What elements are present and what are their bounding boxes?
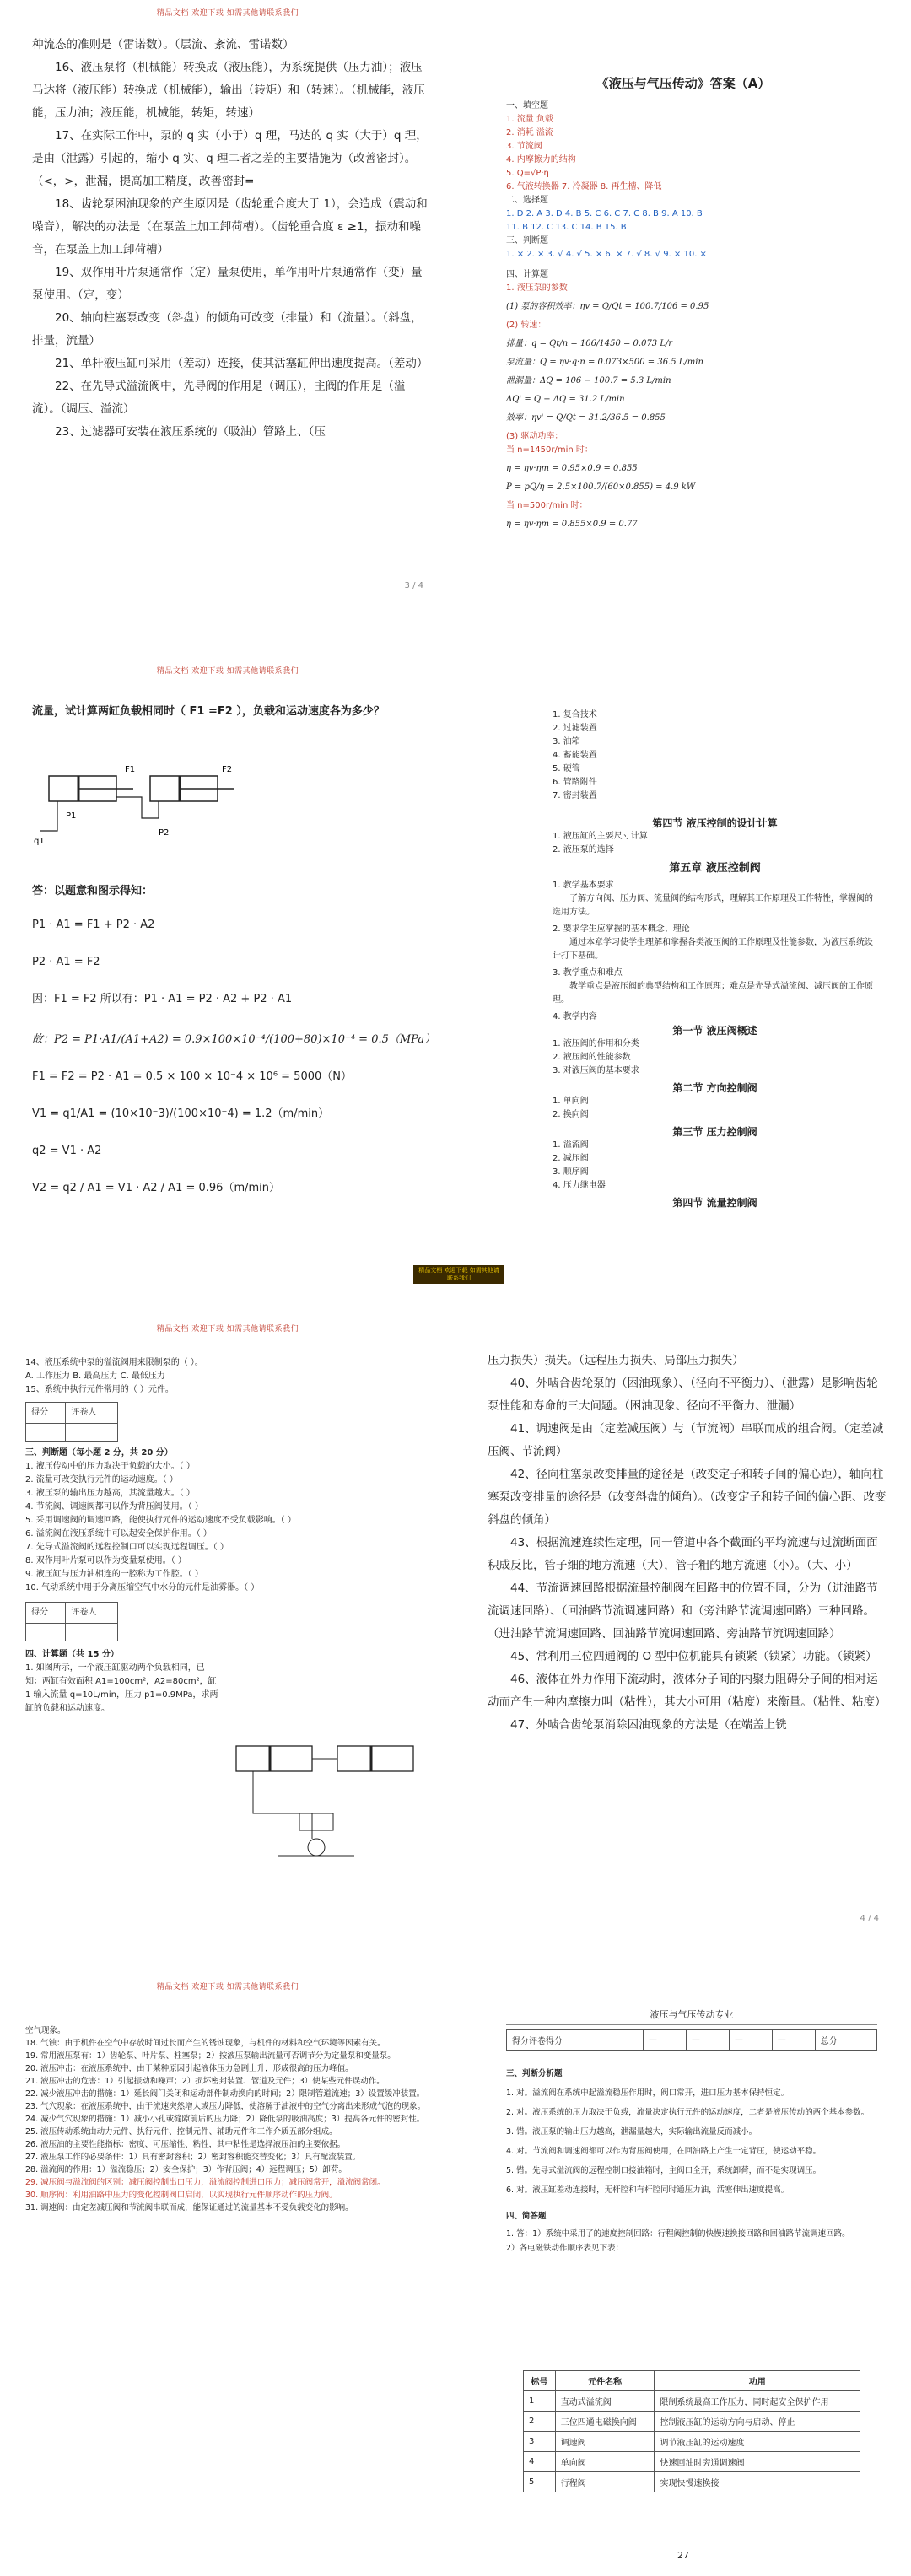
section-heading: 一、填空题 — [506, 101, 548, 110]
page-1 — [0, 0, 456, 641]
valve — [299, 1813, 333, 1830]
list-item: 1. 液压阀的作用和分类 — [553, 1039, 639, 1048]
score-cell: — — [772, 2030, 815, 2051]
list-item: 3. 顺序阀 — [553, 1167, 589, 1177]
page-8 — [456, 1974, 911, 2576]
score-header: 评卷人 — [66, 1603, 118, 1624]
paragraph: 24. 减少气穴现象的措施：1）减小小孔或缝隙前后的压力降；2）降低泵的吸油高度；3）提高各元件的密封性。 — [25, 2115, 425, 2124]
table-row — [524, 2452, 860, 2472]
paragraph: 压力损失）损失。（远程压力损失、局部压力损失） — [488, 1354, 744, 1367]
pump-symbol — [308, 1839, 325, 1856]
valve-table — [523, 2370, 860, 2492]
label-q1: q1 — [34, 837, 45, 846]
table-cell: 实现快慢速换接 — [655, 2472, 860, 2492]
page-7-body — [25, 2024, 430, 2214]
question-options: A. 工作压力 B. 最高压力 C. 最低压力 — [25, 1372, 165, 1381]
equation: F1 = F2 = P2 · A1 = 0.5 × 100 × 10⁻4 × 10⁶ = 5000（N） — [32, 1070, 352, 1083]
paragraph: 17、在实际工作中，泵的 q 实（小于）q 理，马达的 q 实（大于）q 理，是由（泄露）引起的，缩小 q 实、q 理二者之差的主要措施为（改善密封）。（<，>，泄漏，提高加工精度，改善密封= — [32, 129, 428, 188]
judge-item: 9. 液压缸与压力油相连的一腔称为工作腔。（ ） — [25, 1570, 203, 1579]
answer-label: 答：以题意和图示得知： — [32, 885, 154, 897]
row-1 — [0, 0, 911, 641]
score-cell — [26, 1424, 66, 1442]
table-cell: 2 — [524, 2412, 556, 2432]
table-cell: 快速回油时旁通调速阀 — [655, 2452, 860, 2472]
judge-answer: 4. 对。节流阀和调速阀都可以作为背压阀使用，在回油路上产生一定背压，使运动平稳。 — [506, 2147, 822, 2156]
row-4 — [0, 1974, 911, 2576]
download-stamp: 精品文档 欢迎下载 如需其他请联系我们 — [413, 1265, 504, 1284]
page-7 — [0, 1974, 456, 2576]
answer-line: 3. 节流阀 — [506, 142, 542, 151]
answer-line: (2) 转速： — [506, 321, 547, 330]
list-item: 4. 压力继电器 — [553, 1181, 606, 1190]
table-cell: 单向阀 — [555, 2452, 655, 2472]
formula-line: (1) 泵的容积效率：ηv = Q/Qt = 100.7/106 = 0.95 — [506, 302, 709, 311]
list-item: 7. 密封装置 — [553, 791, 597, 800]
table-cell: 直动式溢流阀 — [555, 2391, 655, 2412]
list-item: 2. 液压泵的选择 — [553, 845, 614, 854]
page-number: 27 — [677, 2550, 689, 2561]
list-item: 2. 换向阀 — [553, 1110, 589, 1119]
table-cell: 调速阀 — [555, 2432, 655, 2452]
section-heading: 三、判断题（每小题 2 分，共 20 分） — [25, 1448, 173, 1458]
paragraph: 21、单杆液压缸可采用（差动）连接，使其活塞缸伸出速度提高。（差动） — [55, 357, 429, 370]
list-item: 2. 减压阀 — [553, 1154, 589, 1163]
score-cell: — — [643, 2030, 686, 2051]
paragraph: 了解方向阀、压力阀、流量阀的结构形式，理解其工作原理及工作特性，掌握阀的选用方法。 — [553, 894, 873, 917]
table-cell: 三位四通电磁换向阀 — [555, 2412, 655, 2432]
section-heading: 四、简答题 — [506, 2212, 547, 2221]
page-5 — [0, 1316, 456, 1957]
score-cell: 得分评卷得分 — [507, 2030, 644, 2051]
table-cell: 3 — [524, 2432, 556, 2452]
table-row — [524, 2412, 860, 2432]
judge-item: 2. 流量可改变执行元件的运动速度。（ ） — [25, 1475, 178, 1485]
equation: V2 = q2 / A1 = V1 · A2 / A1 = 0.96（m/min） — [32, 1182, 281, 1194]
paragraph: 空气现象。 — [25, 2026, 66, 2035]
answer-title: 《液压与气压传动》答案（A） — [596, 76, 771, 91]
list-item: 3. 油箱 — [553, 737, 580, 746]
equation: P1 · A1 = F1 + P2 · A2 — [32, 919, 155, 931]
paragraph: 26. 液压油的主要性能指标：密度、可压缩性、粘性，其中粘性是选择液压油的主要依据。 — [25, 2140, 346, 2149]
table-cell: 1 — [524, 2391, 556, 2412]
list-item: 2. 过滤装置 — [553, 724, 597, 733]
list-item: 1. 复合技术 — [553, 710, 597, 719]
row-2 — [0, 658, 911, 1299]
page-8-body — [506, 2067, 877, 2255]
equation: 故：P2 = P1·A1/(A1+A2) = 0.9×100×10⁻⁴/(100+80)×10⁻⁴ = 0.5（MPa） — [32, 1033, 436, 1046]
table-cell: 限制系统最高工作压力，同时起安全保护作用 — [655, 2391, 860, 2412]
label-p2: P2 — [159, 828, 170, 838]
answer-line: (3) 驱动功率： — [506, 432, 563, 441]
section-title: 第四节 流量控制阀 — [672, 1197, 757, 1209]
question: 15、系统中执行元件常用的（ ）元件。 — [25, 1385, 174, 1394]
list-item: 1. 溢流阀 — [553, 1140, 589, 1150]
judge-answer: 1. 对。溢流阀在系统中起溢流稳压作用时，阀口常开，进口压力基本保持恒定。 — [506, 2088, 790, 2098]
list-item: 2. 液压阀的性能参数 — [553, 1053, 631, 1062]
paragraph: 40、外啮合齿轮泵的（困油现象）、（径向不平衡力）、（泄露）是影响齿轮泵性能和寿命的三大问题。（困油现象、径向不平衡力、泄漏） — [488, 1377, 878, 1413]
judge-item: 10. 气动系统中用于分离压缩空气中水分的元件是油雾器。（ ） — [25, 1583, 260, 1592]
section-heading: 二、选择题 — [506, 196, 548, 205]
table-cell: 调节液压缸的运动速度 — [655, 2432, 860, 2452]
judge-answer: 2. 对。液压系统的压力取决于负载，流量决定执行元件的运动速度，二者是液压传动的两个基本参数。 — [506, 2108, 870, 2117]
paragraph: 25. 液压传动系统由动力元件、执行元件、控制元件、辅助元件和工作介质五部分组成。 — [25, 2127, 337, 2137]
paragraph: 44、节流调速回路根据流量控制阀在回路中的位置不同，分为（进油路节流调速回路）、（回油路节流调速回路）和（旁油路节流调速回路）三种回路。（进油路节流调速回路、回油路节流调速回路、旁油路节流调速回路） — [488, 1582, 878, 1641]
answer-line: 1. 流量 负载 — [506, 115, 553, 124]
score-cell — [66, 1624, 118, 1641]
page-2 — [456, 0, 911, 641]
section-heading: 四、计算题 — [506, 270, 548, 279]
score-cell: 总分 — [815, 2030, 876, 2051]
pipe — [253, 1771, 312, 1839]
answer-line: 11. B 12. C 13. C 14. B 15. B — [506, 223, 627, 232]
formula-line: 泵流量：Q = ηv·q·n = 0.073×500 = 36.5 L/min — [506, 358, 703, 367]
answer-line: 1. 液压泵的参数 — [506, 283, 568, 293]
judge-item: 5. 采用调速阀的调速回路，能使执行元件的运动速度不受负载影响。（ ） — [25, 1516, 296, 1525]
formula-line: ΔQ' = Q − ΔQ = 31.2 L/min — [506, 395, 625, 404]
formula-line: η = ηv·ηm = 0.855×0.9 = 0.77 — [506, 520, 638, 529]
equation: P2 · A1 = F2 — [32, 956, 100, 968]
section-heading: 三、判断题 — [506, 236, 548, 245]
problem-intro: 流量，试计算两缸负载相同时（ F1 =F2 ），负载和运动速度各为多少？ — [32, 705, 385, 718]
row-3 — [0, 1316, 911, 1957]
score-header: 得分 — [26, 1603, 66, 1624]
cylinder-1 — [236, 1746, 312, 1771]
table-cell: 控制液压缸的运动方向与启动、停止 — [655, 2412, 860, 2432]
section-title: 第二节 方向控制阀 — [672, 1082, 757, 1094]
table-row — [524, 2432, 860, 2452]
formula-line: 泄漏量：ΔQ = 106 − 100.7 = 5.3 L/min — [506, 376, 671, 385]
label-f1: F1 — [125, 765, 136, 774]
paragraph: 20、轴向柱塞泵改变（斜盘）的倾角可改变（排量）和（流量）。（斜盘，排量，流量） — [32, 311, 423, 348]
chapter-body — [553, 816, 877, 1210]
answer-line: 1. 答：1）系统中采用了的速度控制回路：行程阀控制的快慢速换接回路和回油路节流调速回路。 — [506, 2229, 850, 2239]
page-header: 精品文档 欢迎下载 如需其他请联系我们 — [156, 667, 299, 676]
table-header: 功用 — [655, 2371, 860, 2391]
judge-item: 3. 液压泵的输出压力越高，其流量越大。（ ） — [25, 1489, 195, 1498]
page-number: 3 / 4 — [404, 581, 423, 590]
score-table — [25, 1602, 118, 1641]
label-p1: P1 — [66, 811, 77, 821]
paragraph: 28. 溢流阀的作用：1）溢流稳压；2）安全保护；3）作背压阀；4）远程调压；5）卸荷。 — [25, 2165, 347, 2175]
paragraph: 19、双作用叶片泵通常作（定）量泵使用，单作用叶片泵通常作（变）量泵使用。（定，变） — [32, 266, 423, 302]
table-cell: 4 — [524, 2452, 556, 2472]
paragraph: 45、常利用三位四通阀的 O 型中位机能具有锁紧（锁紧）功能。（锁紧） — [510, 1650, 877, 1663]
paragraph: 通过本章学习使学生理解和掌握各类液压阀的工作原理及性能参数，为液压系统设计打下基础。 — [553, 938, 873, 961]
list-item: 3. 对液压阀的基本要求 — [553, 1066, 639, 1075]
paragraph: 27. 液压泵工作的必要条件：1）具有密封容积；2）密封容积能交替变化；3）具有配流装置。 — [25, 2153, 361, 2162]
exam-header: 液压与气压传动专业 — [506, 2007, 877, 2025]
question: 14、液压系统中泵的溢流阀用来限制泵的（ ）。 — [25, 1358, 203, 1367]
page-1-body — [32, 34, 432, 444]
page-header: 精品文档 欢迎下载 如需其他请联系我们 — [156, 9, 299, 18]
paragraph: 41、调速阀是由（定差减压阀）与（节流阀）串联而成的组合阀。（定差减压阀、节流阀） — [488, 1422, 884, 1458]
table-cell: 5 — [524, 2472, 556, 2492]
label-f2: F2 — [222, 765, 233, 774]
chapter-list-top — [553, 709, 877, 803]
table-header: 元件名称 — [555, 2371, 655, 2391]
page-6-body — [488, 1350, 887, 1737]
answer-body — [506, 100, 886, 536]
equation: V1 = q1/A1 = (10×10⁻3)/(100×10⁻4) = 1.2（m/min） — [32, 1107, 330, 1120]
subheading: 4. 教学内容 — [553, 1012, 597, 1021]
score-header: 得分 — [26, 1403, 66, 1424]
paragraph: 教学重点是液压阀的典型结构和工作原理；难点是先导式溢流阀、减压阀的工作原理。 — [553, 982, 873, 1005]
paragraph: 20. 液压冲击：在液压系统中，由于某种原因引起液体压力急剧上升，形成很高的压力峰值。 — [25, 2064, 353, 2073]
answer-line: 当 n=1450r/min 时： — [506, 445, 593, 455]
paragraph: 22、在先导式溢流阀中，先导阀的作用是（调压），主阀的作用是（溢流）。（调压、溢流） — [32, 380, 406, 416]
answer-line: 当 n=500r/min 时： — [506, 501, 588, 510]
paragraph: 18. 气蚀：由于机件在空气中存放时间过长而产生的锈蚀现象，与机件的材料和空气环境等因素有关。 — [25, 2039, 385, 2048]
judge-item: 7. 先导式溢流阀的远程控制口可以实现远程调压。（ ） — [25, 1543, 229, 1552]
section-title: 第四节 液压控制的设计计算 — [652, 817, 778, 829]
table-row — [524, 2391, 860, 2412]
answer-line: 4. 内摩擦力的结构 — [506, 155, 576, 164]
paragraph: 19. 常用液压泵有：1）齿轮泵、叶片泵、柱塞泵；2）按液压泵输出流量可否调节分为定量泵和变量泵。 — [25, 2051, 396, 2061]
table-row — [524, 2472, 860, 2492]
subheading: 1. 教学基本要求 — [553, 881, 614, 890]
formula-line: 排量：q = Qt/n = 106/1450 = 0.073 L/r — [506, 339, 673, 348]
paragraph: 31. 调速阀：由定差减压阀和节流阀串联而成，能保证通过的流量基本不受负载变化的影响。 — [25, 2203, 353, 2212]
judge-item: 1. 液压传动中的压力取决于负载的大小。（ ） — [25, 1462, 195, 1471]
circuit-diagram — [228, 1738, 430, 1864]
paragraph: 18、齿轮泵困油现象的产生原因是（齿轮重合度大于 1），会造成（震动和噪音），解决的办法是（在泵盖上加工卸荷槽）。（齿轮重合度 ε ≥1，振动和噪音，在泵盖上加工卸荷槽） — [32, 197, 428, 256]
score-row-table — [506, 2029, 877, 2051]
answer-line: 2）各电磁铁动作顺序表见下表： — [506, 2244, 624, 2253]
table-header: 标号 — [524, 2371, 556, 2391]
score-cell — [66, 1424, 118, 1442]
page-3 — [0, 658, 456, 1299]
judge-item: 8. 双作用叶片泵可以作为变量泵使用。（ ） — [25, 1556, 186, 1566]
page-number: 4 / 4 — [860, 1914, 879, 1923]
answer-line: 1. × 2. × 3. √ 4. √ 5. × 6. × 7. √ 8. √ 9. × 10. × — [506, 250, 707, 259]
score-cell — [26, 1624, 66, 1641]
page-header: 精品文档 欢迎下载 如需其他请联系我们 — [156, 1325, 299, 1334]
page-header: 精品文档 欢迎下载 如需其他请联系我们 — [156, 1983, 299, 1991]
equation: 因：F1 = F2 所以有：P1 · A1 = P2 · A2 + P2 · A1 — [32, 993, 293, 1005]
table-cell: 行程阀 — [555, 2472, 655, 2492]
answer-line: 2. 消耗 溢流 — [506, 128, 553, 137]
section-title: 第一节 液压阀概述 — [672, 1025, 757, 1037]
paragraph: 23. 气穴现象：在液压系统中，由于流速突然增大或压力降低，使溶解于油液中的空气分离出来形成气泡的现象。 — [25, 2102, 426, 2111]
answer-line: 5. Q=√P·η — [506, 169, 549, 178]
paragraph: 种流态的准则是（雷诺数）。（层流、紊流、雷诺数） — [32, 38, 294, 51]
equation: q2 = V1 · A2 — [32, 1145, 102, 1157]
list-item: 1. 单向阀 — [553, 1097, 589, 1106]
page-4 — [456, 658, 911, 1299]
judge-item: 6. 溢流阀在液压系统中可以起安全保护作用。（ ） — [25, 1529, 212, 1539]
inlet-pipe — [40, 801, 57, 831]
paragraph: 43、根据流速连续性定理，同一管道中各个截面的平均流速与过流断面面积成反比，管子细的地方流速（大），管子粗的地方流速（小）。（大、小） — [488, 1536, 878, 1572]
section-title: 第三节 压力控制阀 — [672, 1126, 757, 1138]
answer-line: 6. 气液转换器 7. 冷凝器 8. 再生槽、降低 — [506, 182, 662, 191]
score-cell: — — [686, 2030, 729, 2051]
judge-answer: 6. 对。液压缸差动连接时，无杆腔和有杆腔同时通压力油，活塞伸出速度提高。 — [506, 2185, 790, 2195]
calc-question: 1. 如图所示，一个液压缸驱动两个负载相同，已知：两缸有效面积 A1=100cm²，A2=80cm²，缸 1 输入流量 q=10L/min，压力 p1=0.9MPa，求两缸的负载和运动速度。 — [25, 1663, 218, 1713]
section-heading: 三、判断分析题 — [506, 2069, 563, 2078]
paragraph: 30. 顺序阀：利用油路中压力的变化控制阀口启闭，以实现执行元件顺序动作的压力阀。 — [25, 2191, 337, 2200]
paragraph: 16、液压泵将（机械能）转换成（液压能），为系统提供（压力油）；液压马达将（液压能）转换成（机械能），输出（转矩）和（转速）。（机械能，液压能，压力油；液压能，机械能，转矩，转速） — [32, 61, 425, 120]
chapter-title: 第五章 液压控制阀 — [669, 862, 761, 875]
subheading: 2. 要求学生应掌握的基本概念、理论 — [553, 924, 690, 934]
judge-answer: 5. 错。先导式溢流阀的远程控制口接油箱时，主阀口全开，系统卸荷，而不是实现调压。 — [506, 2166, 822, 2175]
judge-item: 4. 节流阀、调速阀都可以作为背压阀使用。（ ） — [25, 1502, 203, 1512]
paragraph: 47、外啮合齿轮泵消除困油现象的方法是（在端盖上铣 — [510, 1718, 787, 1732]
score-header: 评卷人 — [66, 1403, 118, 1424]
section-heading: 四、计算题（共 15 分） — [25, 1650, 119, 1659]
list-item: 4. 蓄能装置 — [553, 751, 597, 760]
judge-answer: 3. 错。液压泵的输出压力越高，泄漏量越大，实际输出流量反而减小。 — [506, 2127, 757, 2137]
formula-line: 效率：ηv' = Q/Qt = 31.2/36.5 = 0.855 — [506, 413, 666, 423]
answer-line: 1. D 2. A 3. D 4. B 5. C 6. C 7. C 8. B 9. A 10. B — [506, 209, 703, 218]
paragraph: 29. 减压阀与溢流阀的区别：减压阀控制出口压力，溢流阀控制进口压力；减压阀常开，溢流阀常闭。 — [25, 2178, 385, 2187]
page-6 — [456, 1316, 911, 1957]
paragraph: 46、液体在外力作用下流动时，液体分子间的内聚力阻碍分子间的相对运动而产生一种内摩擦力叫（粘性），其大小可用（粘度）来衡量。（粘性、粘度） — [488, 1673, 887, 1709]
subheading: 3. 教学重点和难点 — [553, 968, 623, 978]
solution-body — [32, 879, 436, 1201]
formula-line: P = pQ/η = 2.5×100.7/(60×0.855) = 4.9 kW — [506, 482, 696, 492]
paragraph: 21. 液压冲击的危害：1）引起振动和噪声；2）损坏密封装置、管道及元件；3）使某些元件误动作。 — [25, 2077, 385, 2086]
score-cell: — — [729, 2030, 772, 2051]
paragraph: 23、过滤器可安装在液压系统的（吸油）管路上、（压 — [55, 425, 326, 439]
connecting-pipe — [116, 797, 159, 818]
list-item: 1. 液压缸的主要尺寸计算 — [553, 832, 648, 841]
list-item: 6. 管路附件 — [553, 778, 597, 787]
list-item: 5. 硬管 — [553, 764, 580, 773]
score-table — [25, 1402, 118, 1442]
formula-line: η = ηv·ηm = 0.95×0.9 = 0.855 — [506, 464, 638, 473]
paragraph: 22. 减少液压冲击的措施：1）延长阀门关闭和运动部件制动换向的时间；2）限制管道流速；3）设置缓冲装置。 — [25, 2089, 425, 2099]
cylinder-2 — [337, 1746, 413, 1771]
paragraph: 42、径向柱塞泵改变排量的途径是（改变定子和转子间的偏心距），轴向柱塞泵改变排量的途径是（改变斜盘的倾角）。（改变定子和转子间的偏心距、改变斜盘的倾角） — [488, 1468, 887, 1527]
exam-body — [25, 1356, 430, 1716]
cylinder-diagram — [32, 759, 243, 852]
